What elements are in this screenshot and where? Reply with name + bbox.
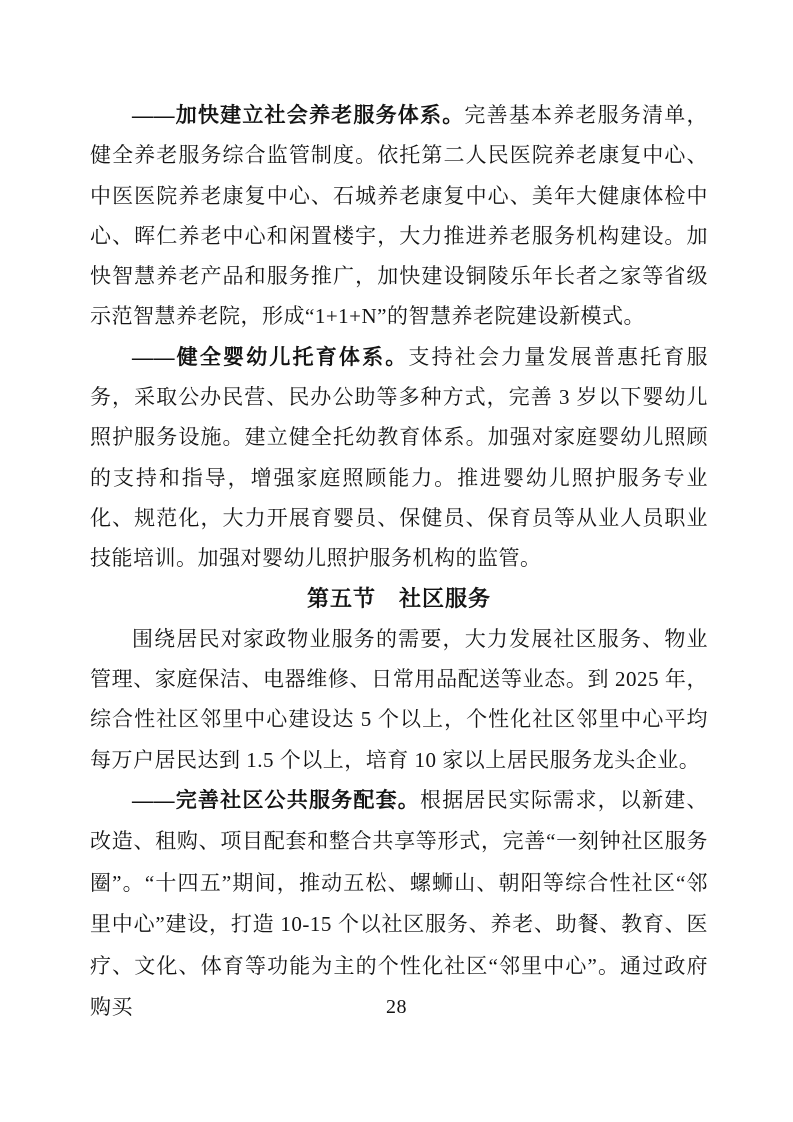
paragraph-text: 围绕居民对家政物业服务的需要，大力发展社区服务、物业管理、家庭保洁、电器维修、日常用品配送等业态。到 2025 年，综合性社区邻里中心建设达 5 个以上，个性化社区邻里中心平均每万户居民达到 1.5 个以上，培育 10 家以上居民服务龙头企业。 (90, 626, 708, 772)
paragraph (90, 780, 708, 1028)
paragraph (90, 619, 708, 780)
paragraph-lead: ——完善社区公共服务配套。 (132, 788, 420, 813)
section-heading: 第五节 社区服务 (306, 585, 491, 611)
paragraph-text: 根据居民实际需求，以新建、改造、租购、项目配套和整合共享等形式，完善“一刻钟社区服务圈”。“十四五”期间，推动五松、螺蛳山、朝阳等综合性社区“邻里中心”建设，打造 10-15 个以社区服务、养老、助餐、教育、医疗、文化、体育等功能为主的个性化社区“邻里中心”。通过政府购买 (90, 788, 708, 1020)
paragraph-lead: ——健全婴幼儿托育体系。 (132, 344, 409, 369)
paragraph (90, 95, 708, 337)
document-body (90, 95, 708, 1028)
paragraph-lead: ——加快建立社会养老服务体系。 (132, 103, 465, 127)
paragraph-text: 支持社会力量发展普惠托育服务，采取公办民营、民办公助等多种方式，完善 3 岁以下婴幼儿照护服务设施。建立健全托幼教育体系。加强对家庭婴幼儿照顾的支持和指导，增强家庭照顾能力。推进婴幼儿照护服务专业化、规范化，大力开展育婴员、保健员、保育员等从业人员职业技能培训。加强对婴幼儿照护服务机构的监管。 (90, 344, 709, 571)
page-number: 28 (386, 996, 407, 1018)
paragraph (90, 337, 708, 579)
paragraph-text: 完善基本养老服务清单，健全养老服务综合监管制度。依托第二人民医院养老康复中心、中医医院养老康复中心、石城养老康复中心、美年大健康体检中心、晖仁养老中心和闲置楼宇，大力推进养老服务机构建设。加快智慧养老产品和服务推广，加快建设铜陵乐年长者之家等省级示范智慧养老院，形成“1+1+N”的智慧养老院建设新模式。 (90, 103, 709, 329)
